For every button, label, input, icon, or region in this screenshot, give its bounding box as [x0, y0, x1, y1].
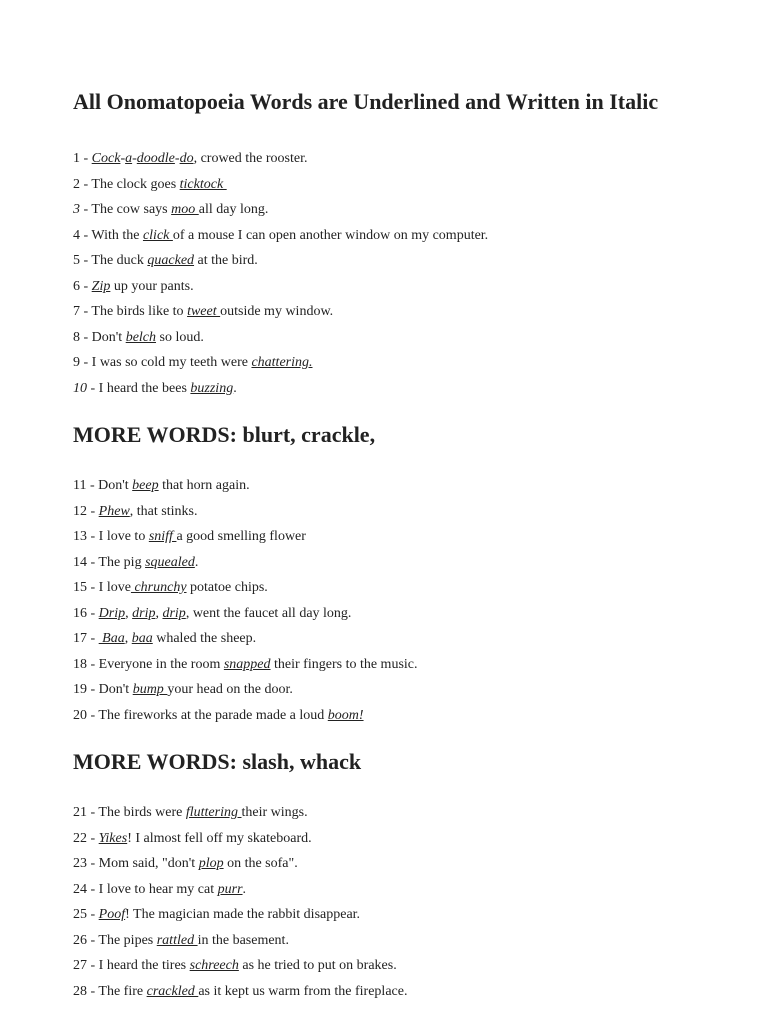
sentence-text: 16 - [73, 605, 99, 621]
sentence-text: 28 - The fire [73, 983, 147, 999]
onomatopoeia-word: drip [132, 605, 156, 621]
sentence-text: , that stinks. [129, 503, 198, 519]
onomatopoeia-word: Yikes [98, 830, 128, 846]
list-item [73, 703, 748, 729]
sentence-text: , [124, 631, 132, 646]
sentence-text: 24 - I love to hear my cat [73, 881, 218, 897]
sentence-text: 15 - I love [73, 580, 131, 595]
list-item [73, 851, 748, 877]
list-item [73, 626, 748, 652]
list-item [73, 979, 748, 1005]
list-item [73, 376, 748, 402]
list-item [73, 601, 748, 627]
onomatopoeia-word: rattled [156, 932, 198, 948]
list-item [73, 146, 748, 172]
list-item [73, 877, 748, 903]
sentence-text: as he tried to put on brakes. [238, 958, 397, 973]
onomatopoeia-word: sniff [148, 529, 177, 544]
item-number: 10 [73, 380, 87, 396]
sentence-list [73, 146, 748, 401]
onomatopoeia-word: snapped [223, 656, 271, 672]
list-item [73, 550, 748, 576]
sentence-text: as it kept us warm from the fireplace. [198, 983, 408, 999]
list-item [73, 524, 748, 550]
sentence-text: , [125, 605, 133, 621]
onomatopoeia-word: doodle [136, 151, 175, 166]
document-page [73, 86, 748, 1004]
onomatopoeia-word: Zip [91, 278, 111, 294]
list-item [73, 299, 748, 325]
sentence-text: 9 - I was so cold my teeth were [73, 355, 252, 370]
document-body [73, 146, 748, 1004]
list-item [73, 652, 748, 678]
sentence-text: all day long. [198, 202, 269, 217]
onomatopoeia-word: quacked [147, 253, 195, 268]
sentence-text: their fingers to the music. [270, 656, 418, 672]
onomatopoeia-word: tweet [187, 304, 221, 319]
item-number: 3 [73, 202, 80, 217]
sentence-text: 4 - With the [73, 227, 143, 243]
onomatopoeia-word: drip [162, 605, 186, 621]
sentence-text: a good smelling flower [176, 529, 306, 544]
sentence-text: 11 - Don't [73, 478, 133, 493]
list-item [73, 350, 748, 376]
sentence-text: 18 - Everyone in the room [73, 656, 224, 672]
sentence-text: 17 - [73, 631, 99, 646]
sentence-text: - [120, 151, 126, 166]
sentence-text: 6 - [73, 278, 92, 294]
onomatopoeia-word: Poof [98, 907, 126, 922]
onomatopoeia-word: click [142, 227, 173, 243]
sentence-text: so loud. [156, 329, 204, 345]
onomatopoeia-word: Cock [91, 151, 121, 166]
sentence-text: 1 - [73, 151, 92, 166]
sentence-text: 8 - Don't [73, 329, 126, 345]
sentence-text: whaled the sheep. [152, 631, 257, 646]
sentence-text: 25 - [73, 907, 99, 922]
sentence-text: outside my window. [220, 304, 334, 319]
sentence-text: at the bird. [194, 253, 258, 268]
sentence-text: 20 - The fireworks at the parade made a loud [73, 707, 328, 723]
onomatopoeia-word: belch [125, 329, 157, 345]
onomatopoeia-word: Drip [98, 605, 126, 621]
onomatopoeia-word: Phew [98, 503, 130, 519]
onomatopoeia-word: a [125, 151, 133, 166]
list-item [73, 677, 748, 703]
onomatopoeia-word: ticktock [179, 176, 227, 192]
sentence-text: , crowed the rooster. [193, 151, 308, 166]
sentence-text: 7 - The birds like to [73, 304, 188, 319]
sentence-text: on the sofa". [223, 856, 298, 871]
sentence-text: - I heard the bees [87, 380, 191, 396]
onomatopoeia-word: baa [131, 631, 153, 646]
sentence-text: 12 - [73, 503, 99, 519]
onomatopoeia-word: fluttering [185, 805, 242, 820]
sentence-text: . [194, 554, 199, 570]
sentence-text: ! The magician made the rabbit disappear. [125, 907, 361, 922]
sentence-text: , [155, 605, 163, 621]
sentence-text: - [132, 151, 137, 166]
onomatopoeia-word: plop [198, 856, 224, 871]
sentence-text: of a mouse I can open another window on my computer. [172, 227, 489, 243]
sentence-text: . [242, 881, 247, 897]
sentence-text: - The cow says [80, 202, 172, 217]
list-item [73, 826, 748, 852]
onomatopoeia-word: crackled [146, 983, 199, 999]
list-item [73, 197, 748, 223]
onomatopoeia-word: bump [132, 682, 168, 697]
sentence-text: 13 - I love to [73, 529, 149, 544]
onomatopoeia-word: chattering. [251, 355, 313, 370]
list-item [73, 473, 748, 499]
onomatopoeia-word: buzzing [190, 380, 234, 396]
list-item [73, 575, 748, 601]
list-item [73, 248, 748, 274]
sentence-text: ! I almost fell off my skateboard. [127, 830, 312, 846]
sentence-text: - [174, 151, 180, 166]
section-heading: MORE WORDS: blurt, crackle, [73, 422, 376, 447]
list-item [73, 499, 748, 525]
list-item [73, 274, 748, 300]
onomatopoeia-word: Baa [98, 631, 125, 646]
sentence-text: 23 - Mom said, "don't [73, 856, 199, 871]
onomatopoeia-word: squealed [145, 554, 195, 570]
onomatopoeia-word: moo [171, 202, 199, 217]
onomatopoeia-word: beep [132, 478, 159, 493]
sentence-text: up your pants. [110, 278, 194, 294]
sentence-text: their wings. [241, 805, 308, 820]
list-item [73, 223, 748, 249]
sentence-text: 21 - The birds were [73, 805, 186, 820]
page-title: All Onomatopoeia Words are Underlined and Written in Italic [73, 89, 659, 114]
onomatopoeia-word: do [179, 151, 194, 166]
onomatopoeia-word: schreech [189, 958, 239, 973]
sentence-text: potatoe chips. [186, 580, 268, 595]
section-heading: MORE WORDS: slash, whack [73, 749, 362, 774]
sentence-text: your head on the door. [167, 682, 293, 697]
sentence-text: 26 - The pipes [73, 932, 157, 948]
sentence-text: 14 - The pig [73, 554, 146, 570]
sentence-list [73, 800, 748, 1004]
list-item [73, 800, 748, 826]
list-item [73, 928, 748, 954]
sentence-text: 2 - The clock goes [73, 176, 180, 192]
sentence-text: 27 - I heard the tires [73, 958, 190, 973]
sentence-text: that horn again. [158, 478, 250, 493]
list-item [73, 902, 748, 928]
onomatopoeia-word: chrunchy [130, 580, 187, 595]
sentence-text: 19 - Don't [73, 682, 133, 697]
sentence-text: , went the faucet all day long. [185, 605, 352, 621]
sentence-text: in the basement. [197, 932, 289, 948]
list-item [73, 325, 748, 351]
sentence-text: . [233, 380, 237, 396]
list-item [73, 172, 748, 198]
sentence-text: 22 - [73, 830, 99, 846]
list-item [73, 953, 748, 979]
onomatopoeia-word: boom! [327, 707, 364, 723]
onomatopoeia-word: purr [217, 881, 243, 897]
sentence-list [73, 473, 748, 728]
sentence-text: 5 - The duck [73, 253, 148, 268]
